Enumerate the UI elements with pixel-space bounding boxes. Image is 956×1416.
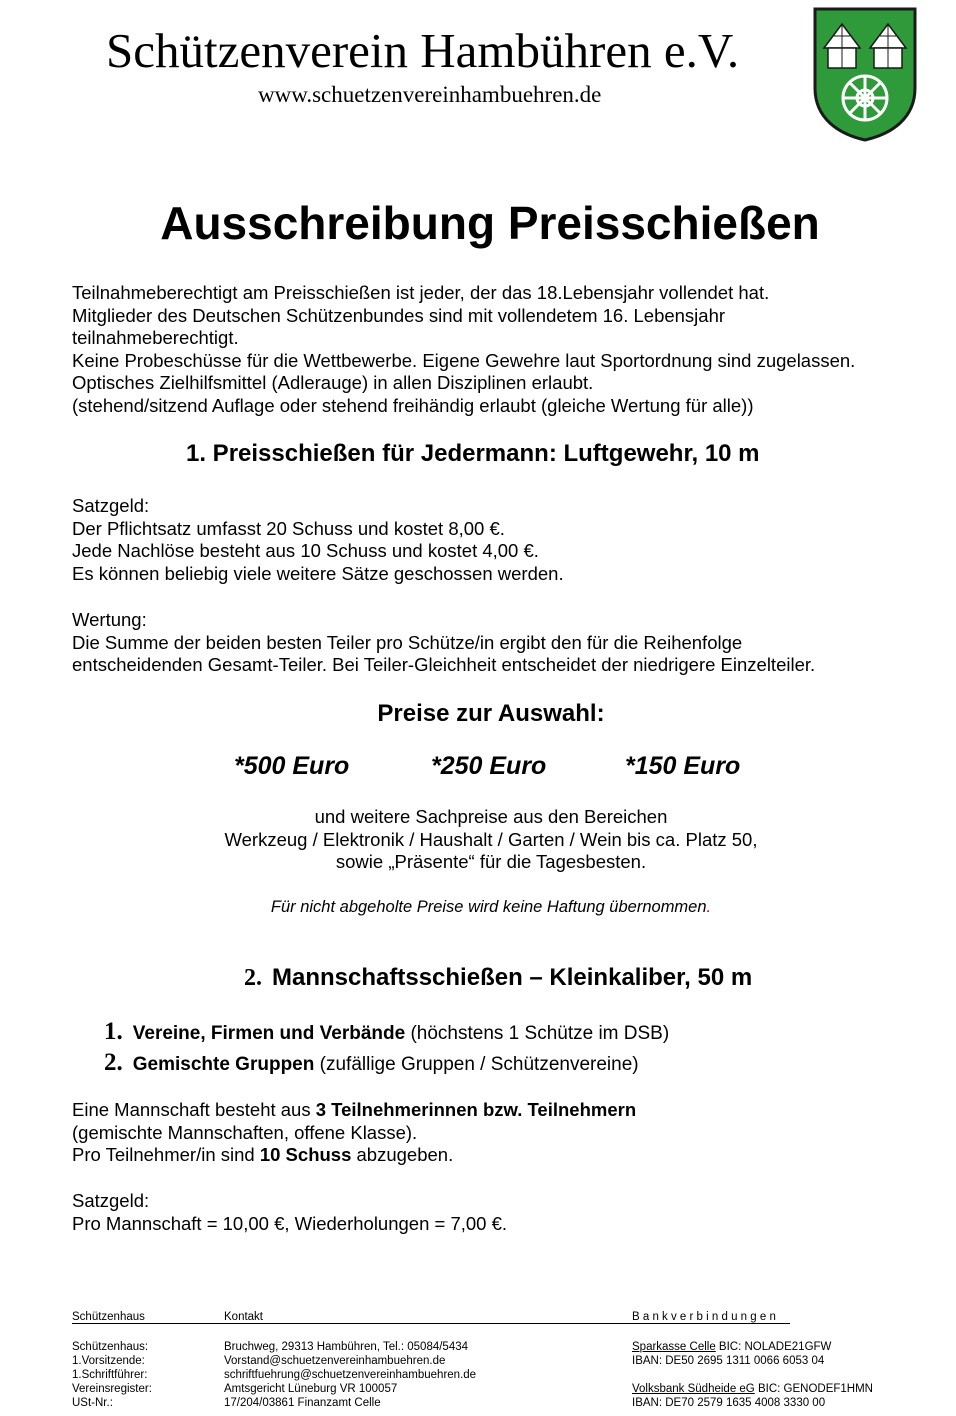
coat-of-arms-icon (812, 6, 918, 142)
footer-label: 1.Vorsitzende: (72, 1355, 145, 1367)
footer-col3-header: B a n k v e r b i n d u n g e n (632, 1311, 776, 1323)
wertung-line: entscheidenden Gesamt-Teiler. Bei Teiler-Gleichheit entscheidet der niedrigere Einzelteiler. (72, 654, 816, 675)
section2-satzgeld (72, 1190, 932, 1235)
team-category-1 (104, 1018, 669, 1046)
prize-2: *250 Euro (431, 752, 547, 780)
footer-value: Vorstand@schuetzenvereinhambuehren.de (224, 1355, 446, 1367)
bank2-line (632, 1382, 873, 1396)
section1-wertung (72, 609, 932, 677)
team-rule-line: Pro Teilnehmer/in sind 10 Schuss abzugeben. (72, 1144, 454, 1165)
footer-labels (72, 1340, 152, 1410)
footer-spacer (632, 1368, 873, 1382)
prize-text-line: sowie „Präsente“ für die Tagesbesten. (335, 851, 647, 872)
footer-value: Amtsgericht Lüneburg VR 100057 (224, 1383, 398, 1395)
bank1-iban: IBAN: DE50 2695 1311 0066 6053 04 (632, 1355, 825, 1367)
intro-line: Mitglieder des Deutschen Schützenbundes sind mit vollendetem 16. Lebensjahr (72, 304, 726, 326)
footer-col1-header: Schützenhaus (72, 1311, 145, 1323)
prize-1: *500 Euro (234, 752, 350, 780)
footer-label: Vereinsregister: (72, 1383, 152, 1395)
section2-heading (244, 964, 752, 992)
prizes-heading: Preise zur Auswahl: (377, 700, 605, 727)
prize-text-line: und weitere Sachpreise aus den Bereichen (314, 806, 668, 827)
intro-line: (stehend/sitzend Auflage oder stehend freihändig erlaubt (gleiche Wertung für alle)) (72, 394, 754, 416)
page-title: Ausschreibung Preisschießen (160, 197, 820, 249)
footer-value: 17/204/03861 Finanzamt Celle (224, 1397, 381, 1409)
footer-label: 1.Schriftführer: (72, 1369, 148, 1381)
intro-line: teilnahmeberechtigt. (72, 327, 239, 348)
prize-3: *150 Euro (625, 752, 741, 780)
footer-divider (72, 1323, 790, 1324)
liability-disclaimer (0, 898, 956, 917)
bank1-line (632, 1340, 873, 1354)
disclaimer-text: Für nicht abgeholte Preise wird keine Haftung übernommen (270, 898, 707, 916)
bank2-name: Volksbank Südheide eG (632, 1383, 755, 1395)
bank1-name: Sparkasse Celle (632, 1341, 716, 1353)
club-website: www.schuetzenvereinhambuehren.de (258, 82, 602, 107)
footer-bank-info (632, 1340, 873, 1410)
team-category-2 (104, 1049, 639, 1077)
team-rules (72, 1099, 932, 1167)
intro-text (72, 282, 932, 417)
category-note: (zufällige Gruppen / Schützenvereine) (319, 1054, 639, 1075)
prize-description (0, 806, 956, 874)
intro-line: Teilnahmeberechtigt am Preisschießen ist jeder, der das 18.Lebensjahr vollendet hat. (72, 282, 770, 303)
satzgeld-line: Es können beliebig viele weitere Sätze geschossen werden. (72, 562, 564, 584)
team-rule-line: (gemischte Mannschaften, offene Klasse). (72, 1121, 418, 1143)
satzgeld-label: Satzgeld: (72, 495, 150, 516)
bank2-bic: BIC: GENODEF1HMN (754, 1383, 873, 1395)
satzgeld-line: Jede Nachlöse besteht aus 10 Schuss und kostet 4,00 €. (72, 540, 539, 561)
category-name: Vereine, Firmen und Verbände (132, 1023, 406, 1044)
footer-label: USt-Nr.: (72, 1397, 113, 1409)
category-number: 2. (104, 1049, 123, 1076)
wertung-line: Die Summe der beiden besten Teiler pro Schütze/in ergibt den für die Reihenfolge (72, 631, 743, 653)
category-number: 1. (104, 1018, 123, 1045)
footer-col2-header: Kontakt (224, 1311, 263, 1323)
bank1-bic: BIC: NOLADE21GFW (715, 1341, 832, 1353)
footer-value: schriftfuehrung@schuetzenvereinhambuehren.de (224, 1369, 477, 1381)
section2-title: Mannschaftsschießen – Kleinkaliber, 50 m (272, 964, 753, 991)
team-rule-line: Eine Mannschaft besteht aus 3 Teilnehmerinnen bzw. Teilnehmern (72, 1099, 637, 1120)
category-note: (höchstens 1 Schütze im DSB) (410, 1023, 670, 1044)
footer-value: Bruchweg, 29313 Hambühren, Tel.: 05084/5434 (224, 1341, 469, 1353)
club-name: Schützenverein Hambühren e.V. (106, 23, 740, 78)
satzgeld-line: Der Pflichtsatz umfasst 20 Schuss und kostet 8,00 €. (72, 517, 505, 539)
wertung-label: Wertung: (72, 609, 147, 630)
section1-heading: 1. Preisschießen für Jedermann: Luftgewehr, 10 m (186, 440, 760, 467)
satzgeld-label: Satzgeld: (72, 1190, 150, 1211)
satzgeld-line: Pro Mannschaft = 10,00 €, Wiederholungen = 7,00 €. (72, 1212, 508, 1234)
section2-number: 2. (244, 965, 262, 991)
footer-values (224, 1340, 476, 1410)
footer-label: Schützenhaus: (72, 1341, 149, 1353)
intro-line: Keine Probeschüsse für die Wettbewerbe. Eigene Gewehre laut Sportordnung sind zugelassen. (72, 349, 856, 371)
intro-line: Optisches Zielhilfsmittel (Adlerauge) in allen Disziplinen erlaubt. (72, 372, 594, 393)
category-name: Gemischte Gruppen (132, 1054, 315, 1075)
section1-satzgeld (72, 495, 932, 585)
prize-text-line: Werkzeug / Elektronik / Haushalt / Garten / Wein bis ca. Platz 50, (224, 828, 758, 850)
disclaimer-dot: . (706, 898, 712, 916)
bank2-iban: IBAN: DE70 2579 1635 4008 3330 00 (632, 1397, 826, 1409)
